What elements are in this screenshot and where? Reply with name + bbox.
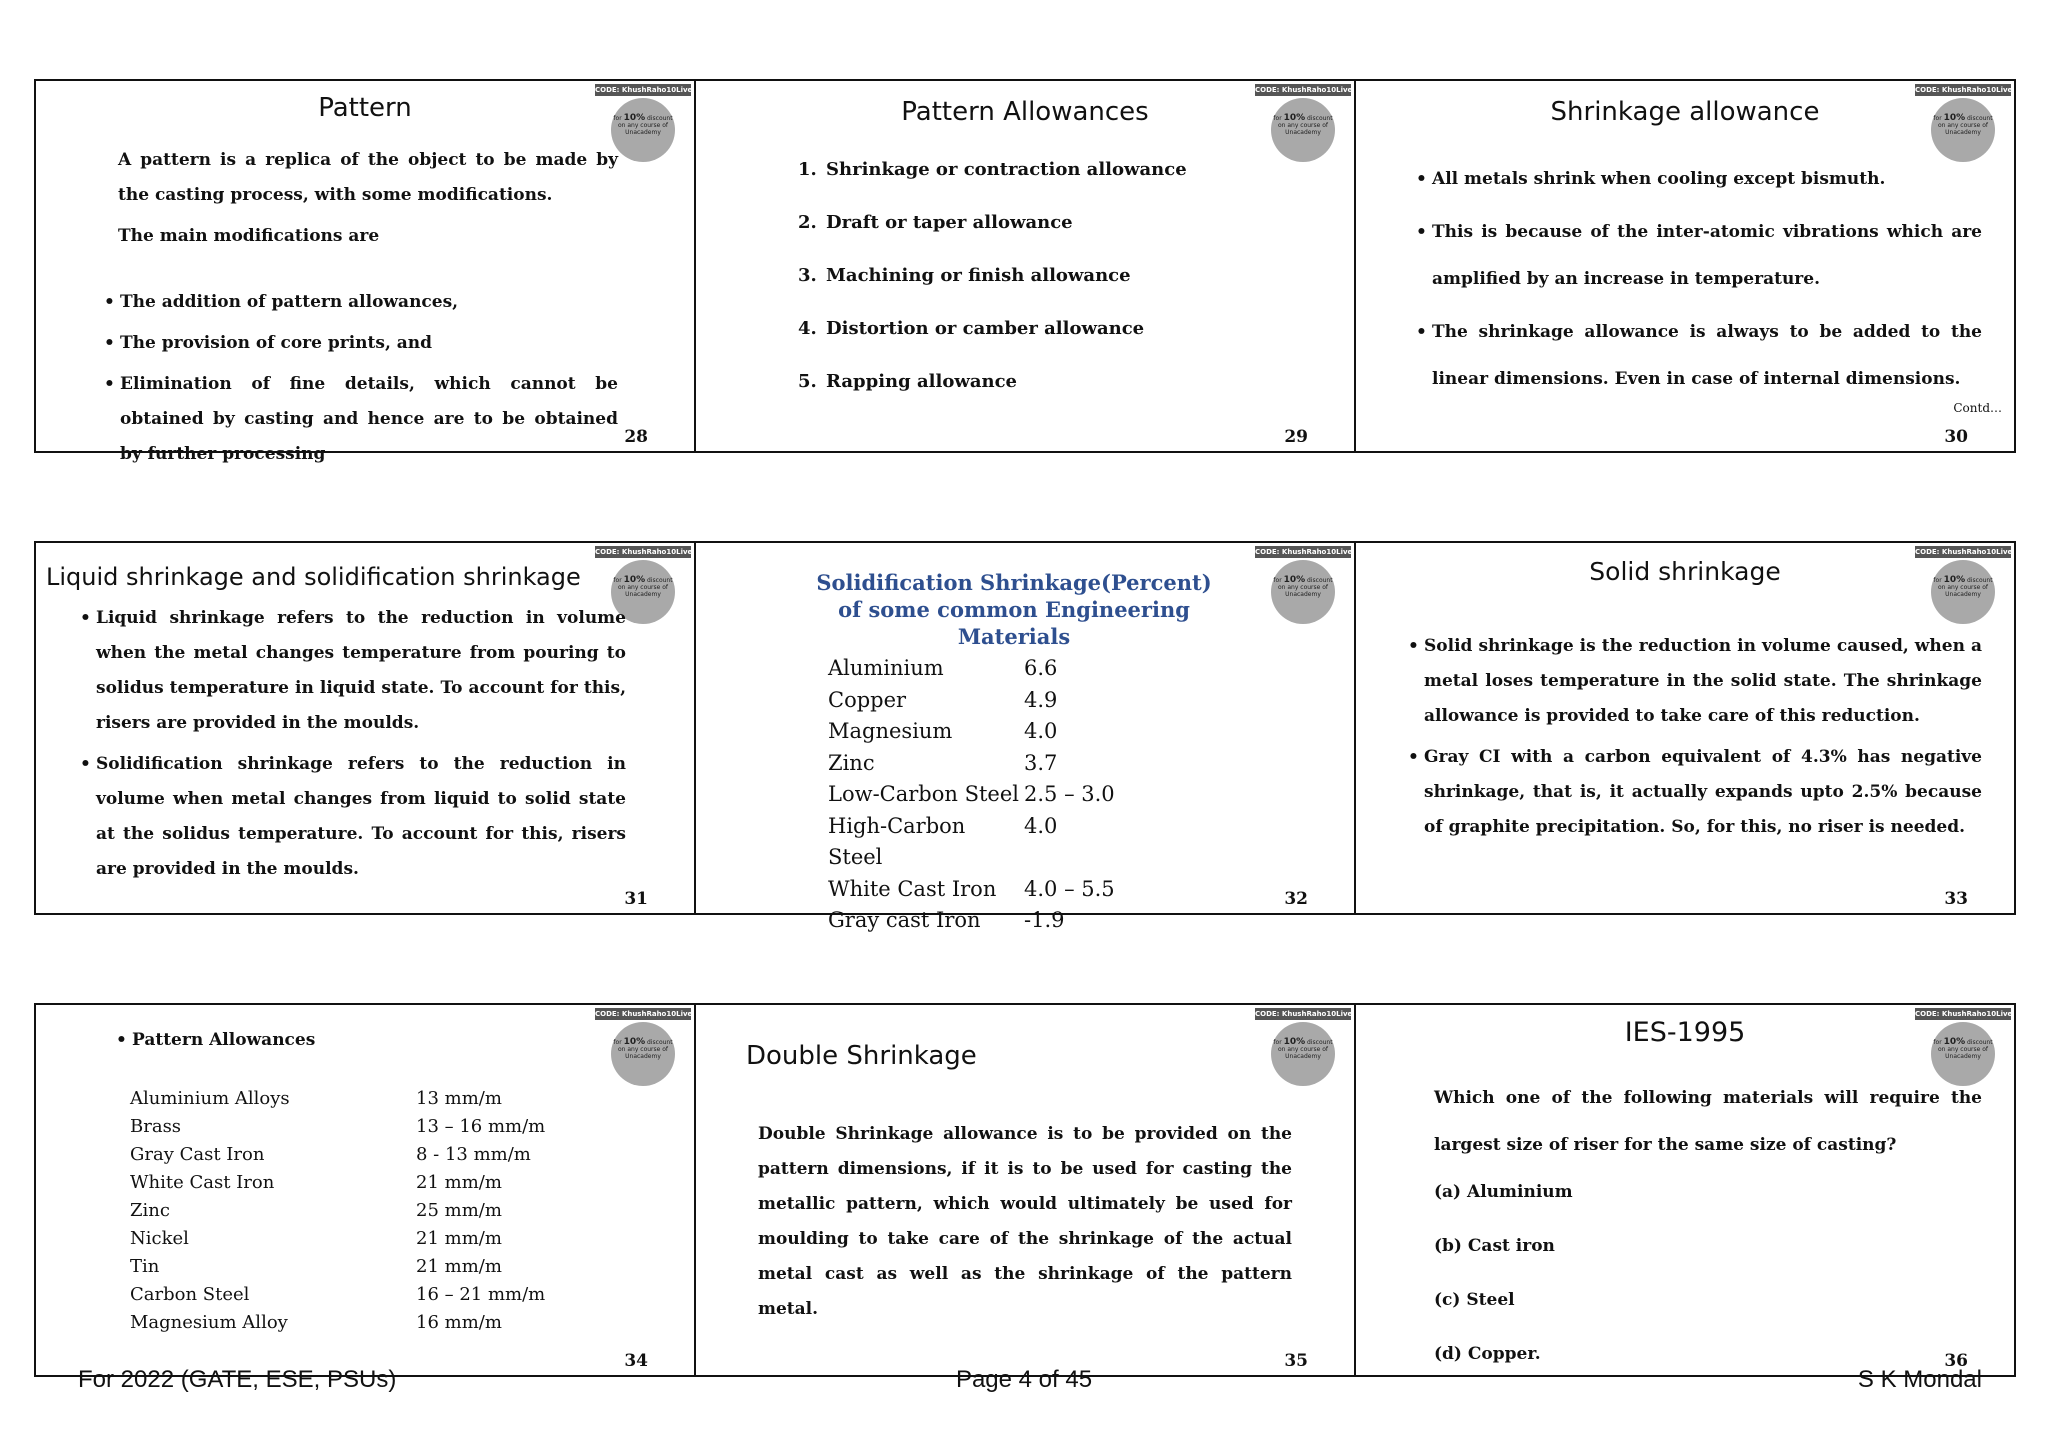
bullet-item: • The shrinkage allowance is always to be added to the linear dimensions. Even in case of internal dimensions. <box>1416 309 1982 403</box>
promo-code: CODE: KhushRaho10Live <box>595 548 693 556</box>
list-item: 5. Rapping allowance <box>798 371 1017 392</box>
slide-bullets <box>1416 156 1982 403</box>
discount-circle: for 10% discount on any course of Unacademy <box>1931 98 1995 162</box>
table-row: White Cast Iron 4.0 – 5.5 <box>828 876 1115 901</box>
bullet-item: • Solid shrinkage is the reduction in volume caused, when a metal loses temperature in the solid state. The shrinkage allowance is provided to take care of this reduction. <box>1408 629 1982 734</box>
slide-body: Double Shrinkage allowance is to be provided on the pattern dimensions, if it is to be used for casting the metallic pattern, which would ultimately be used for moulding to take care of the shrinkage of the actual metal cast as well as the shrinkage of the pattern metal. <box>758 1124 1292 1319</box>
slide-title: Solidification Shrinkage(Percent) of some common Engineering Materials <box>816 570 1212 649</box>
slide-heading: • Pattern Allowances <box>116 1023 315 1058</box>
bullet-item: • Gray CI with a carbon equivalent of 4.3% has negative shrinkage, that is, it actually expands upto 2.5% because of graphite precipitation. So, for this, no riser is needed. <box>1408 740 1982 845</box>
table-row: Gray cast Iron -1.9 <box>828 908 1065 932</box>
table-row: Magnesium 4.0 <box>828 719 1058 743</box>
discount-circle: for 10% discount on any course of Unacademy <box>611 1022 675 1086</box>
allowance-table <box>130 1085 545 1337</box>
table-row: Aluminium Alloys 13 mm/m <box>130 1088 502 1109</box>
discount-circle: for 10% discount on any course of Unacademy <box>1271 560 1335 624</box>
slide-34 <box>36 1005 696 1375</box>
list-item: 1. Shrinkage or contraction allowance <box>798 159 1187 180</box>
slide-title: Pattern Allowances <box>901 97 1149 127</box>
slide-30 <box>1356 81 2014 451</box>
bullet-item: • Liquid shrinkage refers to the reduction in volume when the metal changes temperature from pouring to solidus temperature in liquid state. To account for this, risers are provided in the moulds. <box>80 601 626 741</box>
promo-code: CODE: KhushRaho10Live <box>595 1010 693 1018</box>
discount-circle: for 10% discount on any course of Unacademy <box>611 560 675 624</box>
bullet-item: • This is because of the inter-atomic vibrations which are amplified by an increase in temperature. <box>1416 209 1982 303</box>
table-row: Tin 21 mm/m <box>130 1256 502 1277</box>
slide-bullets <box>1408 629 1982 845</box>
table-row: Brass 13 – 16 mm/m <box>130 1116 546 1137</box>
bullet-item: • The provision of core prints, and <box>104 326 618 361</box>
answer-options <box>1434 1175 1573 1391</box>
slide-29 <box>696 81 1356 451</box>
table-row: Low-Carbon Steel 2.5 – 3.0 <box>828 782 1115 806</box>
discount-circle: for 10% discount on any course of Unacademy <box>1931 560 1995 624</box>
table-row: Magnesium Alloy 16 mm/m <box>130 1312 502 1333</box>
slide-number: 36 <box>1944 1351 1968 1371</box>
table-row: Nickel 21 mm/m <box>130 1228 502 1249</box>
bullet-item: • Solidification shrinkage refers to the reduction in volume when metal changes from liquid to solid state at the solidus temperature. To account for this, risers are provided in the moulds. <box>80 747 626 887</box>
slide-number: 34 <box>624 1351 648 1371</box>
slide-number: 33 <box>1944 889 1968 909</box>
slide-intro: A pattern is a replica of the object to be made by the casting process, with some modifications. The main modifications are <box>118 150 618 246</box>
table-row: Gray Cast Iron 8 - 13 mm/m <box>130 1144 531 1165</box>
promo-code: CODE: KhushRaho10Live <box>1915 1010 2013 1018</box>
slide-row-1 <box>34 79 2016 464</box>
table-row: Zinc 3.7 <box>828 750 1058 775</box>
promo-code: CODE: KhushRaho10Live <box>1255 548 1353 556</box>
table-row: White Cast Iron 21 mm/m <box>130 1172 502 1193</box>
promo-code: CODE: KhushRaho10Live <box>1915 86 2013 94</box>
table-row: High-Carbon Steel 4.0 <box>828 813 1058 869</box>
slide-bullets <box>80 601 626 887</box>
table-row: Copper 4.9 <box>828 687 1058 712</box>
slide-number: 31 <box>624 889 648 909</box>
bullet-item: • Elimination of fine details, which cannot be obtained by casting and hence are to be obtained by further processing <box>104 367 618 472</box>
table-row: Zinc 25 mm/m <box>130 1200 502 1221</box>
slide-number: 29 <box>1284 427 1308 447</box>
footer-page-number: Page 4 of 45 <box>955 1366 1093 1393</box>
slide-title: Pattern <box>318 93 412 123</box>
bullet-item: • All metals shrink when cooling except bismuth. <box>1416 156 1982 203</box>
slide-28 <box>36 81 696 464</box>
slide-row-2 <box>34 541 2016 932</box>
footer-left: For 2022 (GATE, ESE, PSUs) <box>78 1366 397 1393</box>
slide-number: 32 <box>1284 889 1308 909</box>
list-item: 3. Machining or finish allowance <box>798 265 1131 286</box>
slide-row-3 <box>34 1003 2016 1377</box>
slide-title: Solid shrinkage <box>1589 557 1781 586</box>
promo-code: CODE: KhushRaho10Live <box>1255 86 1353 94</box>
slide-35 <box>696 1005 1356 1375</box>
discount-circle: for 10% discount on any course of Unacademy <box>611 98 675 162</box>
slide-number: 35 <box>1284 1351 1308 1371</box>
slide-title: Shrinkage allowance <box>1550 97 1820 127</box>
bullet-item: • The addition of pattern allowances, <box>104 285 618 320</box>
option-item: (a) Aluminium <box>1434 1182 1573 1202</box>
slide-title: IES-1995 <box>1624 1017 1746 1048</box>
discount-circle: for 10% discount on any course of Unacademy <box>1271 98 1335 162</box>
shrinkage-table <box>828 653 1115 937</box>
slide-number: 30 <box>1944 427 1968 447</box>
slide-number: 28 <box>624 427 648 447</box>
slide-33 <box>1356 543 2014 913</box>
table-row: Aluminium 6.6 <box>828 656 1058 680</box>
promo-code: CODE: KhushRaho10Live <box>595 86 693 94</box>
discount-circle: for 10% discount on any course of Unacademy <box>1931 1022 1995 1086</box>
table-row: Carbon Steel 16 – 21 mm/m <box>130 1284 546 1305</box>
slide-32 <box>696 543 1356 932</box>
discount-circle: for 10% discount on any course of Unacademy <box>1271 1022 1335 1086</box>
option-item: (d) Copper. <box>1434 1344 1541 1364</box>
option-item: (c) Steel <box>1434 1290 1515 1310</box>
option-item: (b) Cast iron <box>1434 1236 1555 1256</box>
slide-36 <box>1356 1005 2014 1375</box>
question-text: Which one of the following materials will require the largest size of riser for the same size of casting? <box>1434 1088 1982 1155</box>
list-item: 2. Draft or taper allowance <box>798 212 1073 233</box>
promo-badge <box>1255 1008 1351 1086</box>
promo-code: CODE: KhushRaho10Live <box>1915 548 2013 556</box>
promo-code: CODE: KhushRaho10Live <box>1255 1010 1353 1018</box>
slide-title: Liquid shrinkage and solidification shrinkage <box>46 563 581 591</box>
list-item: 4. Distortion or camber allowance <box>798 318 1145 339</box>
contd-label: Contd… <box>1953 401 2002 415</box>
allowance-list <box>798 159 1187 424</box>
slide-title: Double Shrinkage <box>746 1041 977 1071</box>
footer-author: S K Mondal <box>1857 1366 1982 1393</box>
slide-bullets <box>104 285 618 472</box>
promo-badge <box>595 1008 691 1086</box>
slide-31 <box>36 543 696 913</box>
